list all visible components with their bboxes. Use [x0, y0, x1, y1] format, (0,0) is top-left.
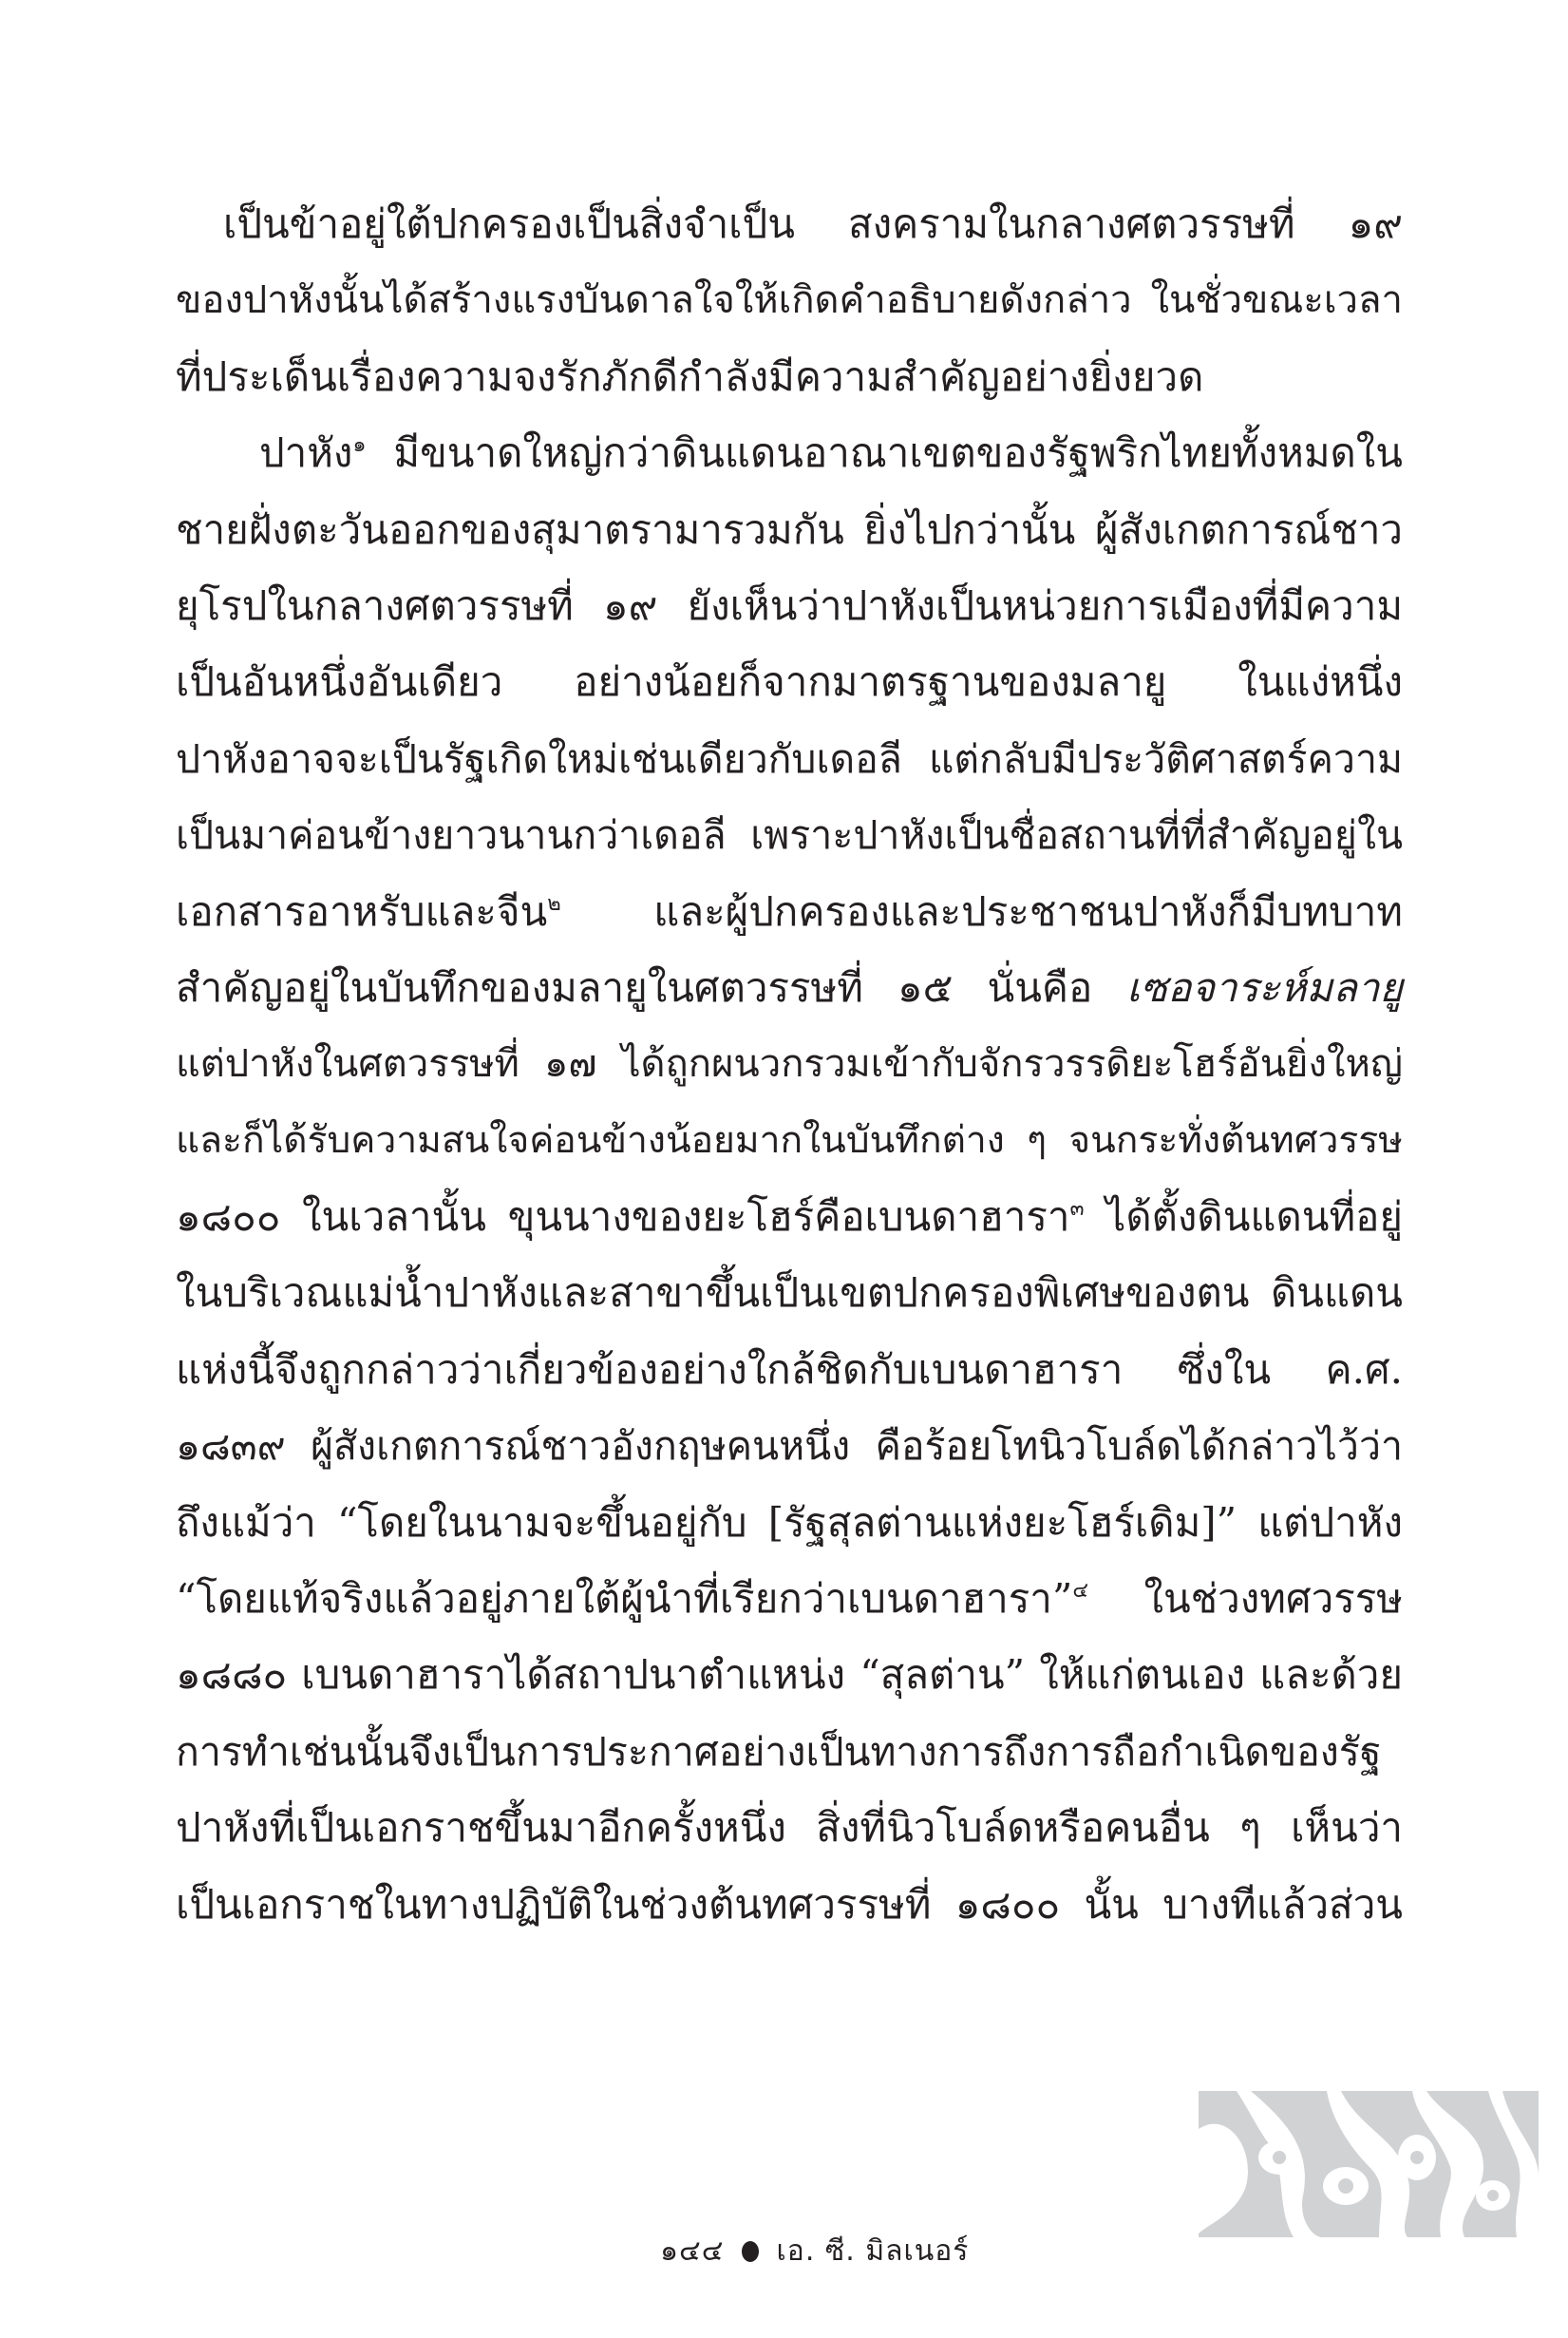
- footnote-marker: ๓: [1069, 1197, 1085, 1222]
- text-segment: เป็นข้าอยู่ใต้ปกครองเป็นสิ่งจำเป็น สงครามในกลางศตวรรษที่ ๑๙: [223, 200, 1403, 247]
- text-segment: ชายฝั่งตะวันออกของสุมาตรามารวมกัน ยิ่งไปกว่านั้น ผู้สังเกตการณ์ชาว: [176, 505, 1403, 553]
- text-line: [176, 262, 1403, 338]
- text-segment: ปาหังที่เป็นเอกราชขึ้นมาอีกครั้งหนึ่ง สิ่งที่นิวโบล์ดหรือคนอื่น ๆ เห็นว่า: [176, 1804, 1403, 1852]
- decorative-ornament: [1199, 2091, 1539, 2237]
- body-text: [176, 186, 1403, 1943]
- text-line: [176, 1103, 1403, 1179]
- footnote-marker: ๑: [352, 433, 367, 458]
- bullet-icon: [742, 2241, 759, 2262]
- text-line: [176, 1332, 1403, 1408]
- text-line: [176, 644, 1403, 720]
- footnote-marker: ๔: [1072, 1579, 1089, 1604]
- text-line: [176, 1637, 1403, 1713]
- text-line: [176, 1485, 1403, 1561]
- text-line: [176, 1867, 1403, 1943]
- text-segment: การทำเช่นนั้นจึงเป็นการประกาศอย่างเป็นทางการถึงการถือกำเนิดของรัฐ: [176, 1728, 1382, 1775]
- text-segment: ในบริเวณแม่น้ำปาหังและสาขาขึ้นเป็นเขตปกครองพิเศษของตน ดินแดน: [176, 1269, 1403, 1317]
- footnote-marker: ๒: [547, 891, 561, 916]
- text-segment: สำคัญอยู่ในบันทึกของมลายูในศตวรรษที่ ๑๕ นั่นคือ: [176, 963, 1127, 1011]
- text-segment: เป็นเอกราชในทางปฏิบัติในช่วงต้นทศวรรษที่ ๑๘๐๐ นั้น บางทีแล้วส่วน: [176, 1880, 1403, 1928]
- text-segment: เป็นมาค่อนข้างยาวนานกว่าเดอลี เพราะปาหังเป็นชื่อสถานที่ที่สำคัญอยู่ใน: [176, 812, 1403, 859]
- text-segment: “โดยแท้จริงแล้วอยู่ภายใต้ผู้นำที่เรียกว่าเบนดาฮารา”: [176, 1575, 1073, 1623]
- text-segment: ถึงแม้ว่า “โดยในนามจะขึ้นอยู่กับ [รัฐสุลต่านแห่งยะโฮร์เดิม]” แต่ปาหัง: [176, 1498, 1403, 1546]
- text-line: [176, 339, 1403, 415]
- text-segment: ของปาหังนั้นได้สร้างแรงบันดาลใจให้เกิดคำอธิบายดังกล่าว ในชั่วขณะเวลา: [176, 278, 1403, 323]
- text-line: [176, 1255, 1403, 1331]
- text-line: [176, 1561, 1403, 1637]
- text-segment: แต่ปาหังในศตวรรษที่ ๑๗ ได้ถูกผนวกรวมเข้ากับจักรวรรดิยะโฮร์อันยิ่งใหญ่: [176, 1042, 1403, 1087]
- text-segment: แห่งนี้จึงถูกกล่าวว่าเกี่ยวข้องอย่างใกล้ชิดกับเบนดาฮารา ซึ่งใน ค.ศ.: [176, 1345, 1403, 1393]
- text-line: [176, 186, 1403, 262]
- text-segment: ๑๘๐๐ ในเวลานั้น ขุนนางของยะโฮร์คือเบนดาฮารา: [176, 1193, 1070, 1241]
- text-segment: เอกสารอาหรับและจีน: [176, 887, 548, 935]
- text-segment: เป็นอันหนึ่งอันเดียว อย่างน้อยก็จากมาตรฐานของมลายู ในแง่หนึ่ง: [176, 658, 1403, 706]
- text-line: [176, 874, 1403, 950]
- italic-title: เซอจาระห์มลายู: [1126, 963, 1403, 1011]
- text-line: [176, 721, 1403, 797]
- text-segment: และผู้ปกครองและประชาชนปาหังก็มีบทบาท: [560, 887, 1403, 935]
- text-line: [176, 1408, 1403, 1484]
- text-line: [176, 1179, 1403, 1255]
- running-author: เอ. ซี. มิลเนอร์: [776, 2234, 970, 2268]
- text-segment: ๑๘๘๐ เบนดาฮาราได้สถาปนาตำแหน่ง “สุลต่าน” ให้แก่ตนเอง และด้วย: [176, 1651, 1403, 1699]
- text-segment: ปาหัง: [259, 429, 353, 477]
- page-number: ๑๔๔: [660, 2234, 725, 2268]
- text-line: [176, 1714, 1403, 1790]
- text-line: [176, 797, 1403, 873]
- page-footer: [660, 2229, 969, 2273]
- text-segment: ที่ประเด็นเรื่องความจงรักภักดีกำลังมีความสำคัญอย่างยิ่งยวด: [176, 352, 1204, 400]
- text-line: [176, 415, 1403, 491]
- text-segment: ยุโรปในกลางศตวรรษที่ ๑๙ ยังเห็นว่าปาหังเป็นหน่วยการเมืองที่มีความ: [176, 581, 1403, 629]
- text-line: [176, 1026, 1403, 1102]
- text-segment: ๑๘๓๙ ผู้สังเกตการณ์ชาวอังกฤษคนหนึ่ง คือร้อยโทนิวโบล์ดได้กล่าวไว้ว่า: [176, 1423, 1403, 1470]
- text-segment: ในช่วงทศวรรษ: [1088, 1575, 1403, 1623]
- text-line: [176, 1790, 1403, 1866]
- floral-scroll-icon: [1199, 2091, 1539, 2237]
- text-segment: มีขนาดใหญ่กว่าดินแดนอาณาเขตของรัฐพริกไทยทั้งหมดใน: [366, 429, 1403, 477]
- text-segment: ได้ตั้งดินแดนที่อยู่: [1084, 1193, 1403, 1241]
- text-segment: และก็ได้รับความสนใจค่อนข้างน้อยมากในบันทึกต่าง ๆ จนกระทั่งต้นทศวรรษ: [176, 1118, 1403, 1162]
- text-line: [176, 492, 1403, 568]
- text-line: [176, 950, 1403, 1026]
- text-segment: ปาหังอาจจะเป็นรัฐเกิดใหม่เช่นเดียวกับเดอลี แต่กลับมีประวัติศาสตร์ความ: [176, 735, 1403, 782]
- text-line: [176, 568, 1403, 644]
